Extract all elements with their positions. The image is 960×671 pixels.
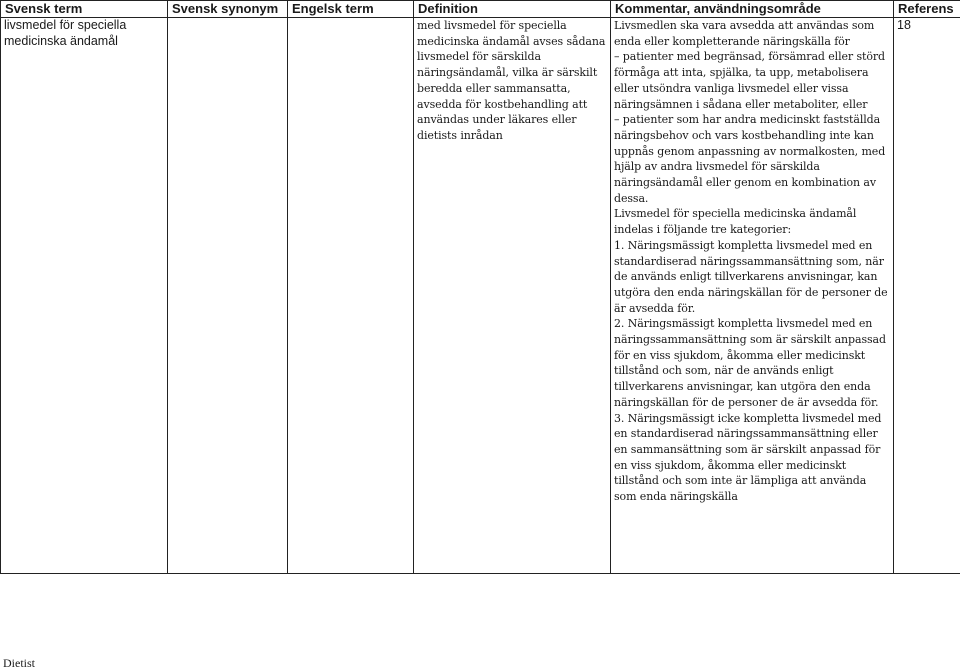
header-kommentar: Kommentar, användningsområde (611, 1, 894, 18)
header-row (1, 1, 960, 18)
cell-kommentar (611, 18, 894, 574)
header-definition: Definition (414, 1, 611, 18)
header-referens: Referens (894, 1, 960, 18)
kommentar-dash-item: – patienter som har andra medicinskt fastställda näringsbehov och vars kostbehandling inte kan uppnås genom anpassning av normalkosten, med hjälp av andra livsmedel för särskilda näringsändamål eller genom en kombination av dessa. (614, 113, 886, 205)
kommentar-intro: Livsmedlen ska vara avsedda att användas som enda eller kompletterande näringskälla för (614, 19, 875, 48)
header-svensk-term: Svensk term (1, 1, 168, 18)
cell-referens: 18 (894, 18, 960, 574)
cell-definition: med livsmedel för speciella medicinska ändamål avses sådana livsmedel för särskilda näringsändamål, vilka är särskilt beredda eller sammansatta, avsedda för kostbehandling att användas under läkares eller dietists inrådan (414, 18, 611, 574)
footer-label: Dietist (3, 656, 35, 670)
kommentar-categories-intro: Livsmedel för speciella medicinska ändamål indelas i följande tre kategorier: (614, 207, 857, 237)
cell-svensk-term: livsmedel för speciella medicinska ändamål (1, 18, 168, 574)
cell-svensk-synonym (168, 18, 288, 574)
kommentar-category: 2. Näringsmässigt kompletta livsmedel med en näringssammansättning som är särskilt anpassad för en viss sjukdom, åkomma eller medicinskt tillstånd och som, när de används enligt tillverkarens anvisningar, kan utgöra den enda näringskällan för de personer de är avsedda för. (614, 317, 886, 409)
kommentar-category: 1. Näringsmässigt kompletta livsmedel med en standardiserad näringssammansättning som, när de används enligt tillverkarens anvisningar, kan utgöra den enda näringskällan för de personer de är avsedda för. (614, 238, 888, 315)
cell-engelsk-term (288, 18, 414, 574)
header-svensk-synonym: Svensk synonym (168, 1, 288, 18)
header-engelsk-term: Engelsk term (288, 1, 414, 18)
kommentar-category: 3. Näringsmässigt icke kompletta livsmedel med en standardiserad näringssammansättning eller en sammansättning som är särskilt anpassad för en viss sjukdom, åkomma eller medicinskt tillstånd och som inte är lämpliga att använda som enda näringskälla (614, 411, 882, 504)
table-row (1, 18, 960, 574)
kommentar-dash-item: – patienter med begränsad, försämrad eller störd förmåga att inta, spjälka, ta upp, metabolisera eller utsöndra vanliga livsmedel eller vissa näringsämnen i sådana eller metaboliter, eller (614, 50, 885, 111)
